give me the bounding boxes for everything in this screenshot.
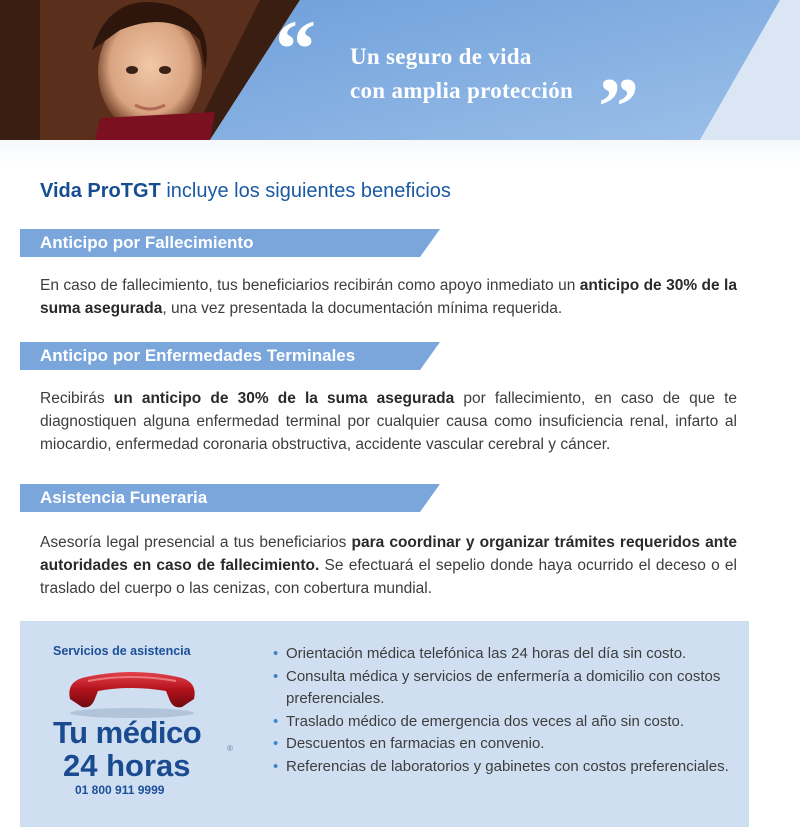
body-text: , una vez presentada la documentación mínima requerida.	[162, 300, 563, 317]
bullet-icon: •	[273, 667, 279, 685]
section-title: Asistencia Funeraria	[40, 488, 208, 507]
list-item	[273, 756, 738, 779]
section-body-anticipo-fallecimiento	[40, 274, 737, 320]
body-text: Se efectuará el sepelio donde haya ocurrido el deceso o el traslado del cuerpo o las cenizas, con cobertura mundial.	[40, 557, 737, 597]
body-text: Asesoría legal presencial a tus beneficiarios	[40, 534, 352, 551]
page-title	[40, 180, 451, 203]
banner-tagline-line2: con amplia protección	[350, 78, 574, 103]
services-list	[273, 643, 738, 778]
services-box	[20, 621, 749, 827]
registered-mark: ®	[227, 744, 233, 753]
list-item-text: Orientación médica telefónica las 24 horas del día sin costo.	[286, 645, 687, 662]
body-text: por fallecimiento, en caso de que te diagnostiquen alguna enfermedad terminal por cualquier causa como insuficiencia renal, infarto al miocardio, enfermedad coronaria obstructiva, accidente vascular cerebral y cáncer.	[40, 390, 738, 453]
open-quote-mark: “	[275, 3, 316, 94]
list-item-text: Descuentos en farmacias en convenio.	[286, 735, 545, 752]
body-text-emphasis: para coordinar y organizar trámites requeridos ante autoridades en caso de fallecimiento.	[40, 534, 737, 574]
body-text: En caso de fallecimiento, tus beneficiarios recibirán como apoyo inmediato un	[40, 277, 580, 294]
banner-tagline-line1: Un seguro de vida	[350, 44, 532, 69]
bullet-icon: •	[273, 712, 279, 730]
section-header-enfermedades-terminales	[20, 342, 440, 370]
section-title: Anticipo por Enfermedades Terminales	[40, 346, 356, 365]
logo-line-2: 24 horas	[63, 748, 191, 783]
body-text: Recibirás	[40, 390, 114, 407]
body-text-emphasis: un anticipo de 30% de la suma asegurada	[113, 390, 455, 407]
close-quote-mark: ”	[598, 61, 639, 152]
list-item	[273, 733, 738, 756]
section-header-anticipo-fallecimiento	[20, 229, 440, 257]
services-title: Servicios de asistencia	[53, 644, 191, 658]
bullet-icon: •	[273, 735, 279, 752]
brand-name: Vida ProTGT	[40, 180, 161, 202]
phone-number: 01 800 911 9999	[75, 783, 165, 797]
logo-line-1: Tu médico	[53, 715, 202, 750]
list-item-text: Referencias de laboratorios y gabinetes con costos preferenciales.	[286, 757, 729, 775]
bullet-icon: •	[273, 645, 279, 662]
body-text-emphasis: anticipo de 30% de la suma asegurada	[40, 277, 737, 317]
section-title: Anticipo por Fallecimiento	[40, 233, 254, 252]
section-body-enfermedades-terminales	[40, 387, 737, 456]
section-header-asistencia-funeraria	[20, 484, 440, 512]
title-rest: incluye los siguientes beneficios	[160, 180, 451, 202]
list-item-text: Traslado médico de emergencia dos veces al año sin costo.	[286, 712, 684, 730]
header-banner	[0, 0, 800, 170]
telephone-handset-icon	[62, 669, 202, 719]
section-body-asistencia-funeraria	[40, 531, 737, 600]
list-item	[273, 666, 738, 711]
bullet-icon: •	[273, 757, 279, 775]
list-item	[273, 643, 738, 666]
list-item-text: Consulta médica y servicios de enfermería a domicilio con costos preferenciales.	[286, 667, 721, 707]
list-item	[273, 711, 738, 734]
